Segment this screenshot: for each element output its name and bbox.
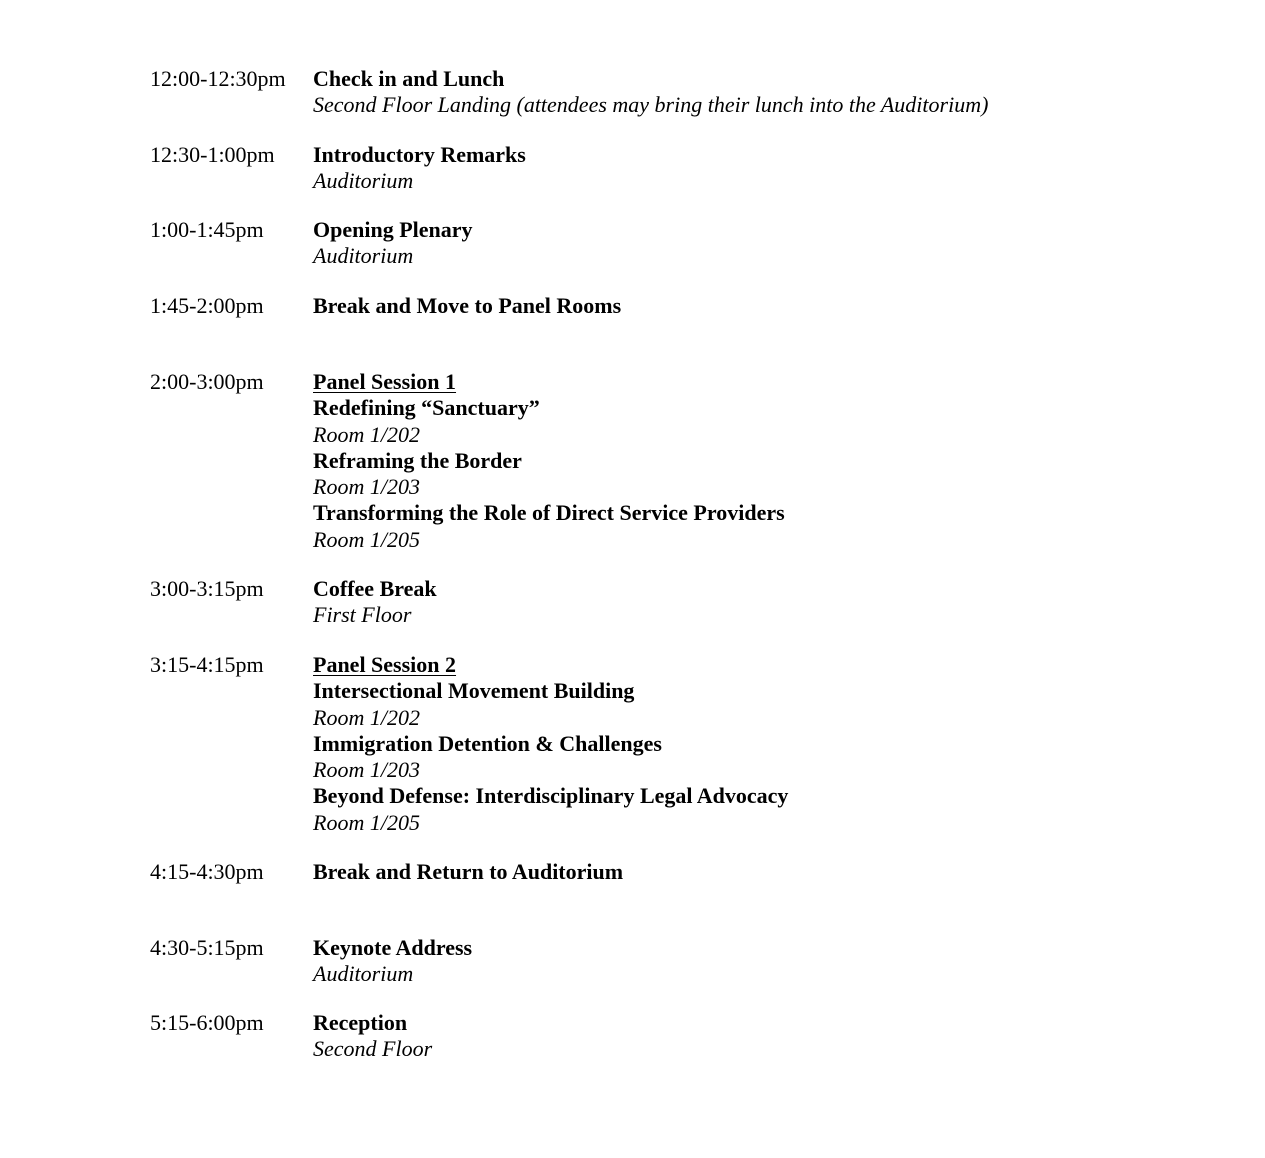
event-details <box>313 935 1153 988</box>
event-location: Auditorium <box>313 243 414 269</box>
panel-session-heading: Panel Session 2 <box>313 652 457 677</box>
time-slot: 5:15-6:00pm <box>150 1010 264 1035</box>
event-title: Break and Move to Panel Rooms <box>313 293 622 318</box>
time-slot: 1:45-2:00pm <box>150 293 264 318</box>
event-location: Second Floor Landing (attendees may bring their lunch into the Auditorium) <box>313 92 989 118</box>
event-details <box>313 217 1153 270</box>
session-room: Room 1/205 <box>313 809 420 835</box>
session-room: Room 1/203 <box>313 474 420 500</box>
event-title: Check in and Lunch <box>313 66 505 91</box>
time-slot: 4:30-5:15pm <box>150 935 264 960</box>
event-details <box>313 859 1153 885</box>
event-title: Break and Return to Auditorium <box>313 859 624 884</box>
session-title: Intersectional Movement Building <box>313 678 635 704</box>
event-title: Coffee Break <box>313 576 437 601</box>
session-title: Transforming the Role of Direct Service Providers <box>313 500 785 526</box>
event-location: First Floor <box>313 602 412 628</box>
session-title: Immigration Detention & Challenges <box>313 730 662 756</box>
session-room: Room 1/205 <box>313 526 420 552</box>
event-title: Introductory Remarks <box>313 142 526 167</box>
session-room: Room 1/202 <box>313 704 420 730</box>
time-slot: 1:00-1:45pm <box>150 217 264 242</box>
session-title: Beyond Defense: Interdisciplinary Legal Advocacy <box>313 783 789 809</box>
event-details <box>313 369 1153 553</box>
event-details <box>313 293 1153 319</box>
session-title: Redefining “Sanctuary” <box>313 395 540 421</box>
event-title: Opening Plenary <box>313 217 473 242</box>
session-room: Room 1/202 <box>313 421 420 447</box>
time-slot: 12:30-1:00pm <box>150 142 275 167</box>
time-slot: 12:00-12:30pm <box>150 66 286 91</box>
session-title: Reframing the Border <box>313 447 522 473</box>
event-details <box>313 66 1153 119</box>
event-details <box>313 652 1153 836</box>
panel-session-heading: Panel Session 1 <box>313 369 457 394</box>
session-room: Room 1/203 <box>313 757 420 783</box>
event-details <box>313 142 1153 195</box>
event-location: Second Floor <box>313 1036 433 1062</box>
event-title: Reception <box>313 1010 408 1035</box>
time-slot: 2:00-3:00pm <box>150 369 264 394</box>
event-location: Auditorium <box>313 168 414 194</box>
event-title: Keynote Address <box>313 935 473 960</box>
time-slot: 4:15-4:30pm <box>150 859 264 884</box>
event-location: Auditorium <box>313 961 414 987</box>
time-slot: 3:15-4:15pm <box>150 652 264 677</box>
event-details <box>313 1010 1153 1063</box>
event-details <box>313 576 1153 629</box>
time-slot: 3:00-3:15pm <box>150 576 264 601</box>
